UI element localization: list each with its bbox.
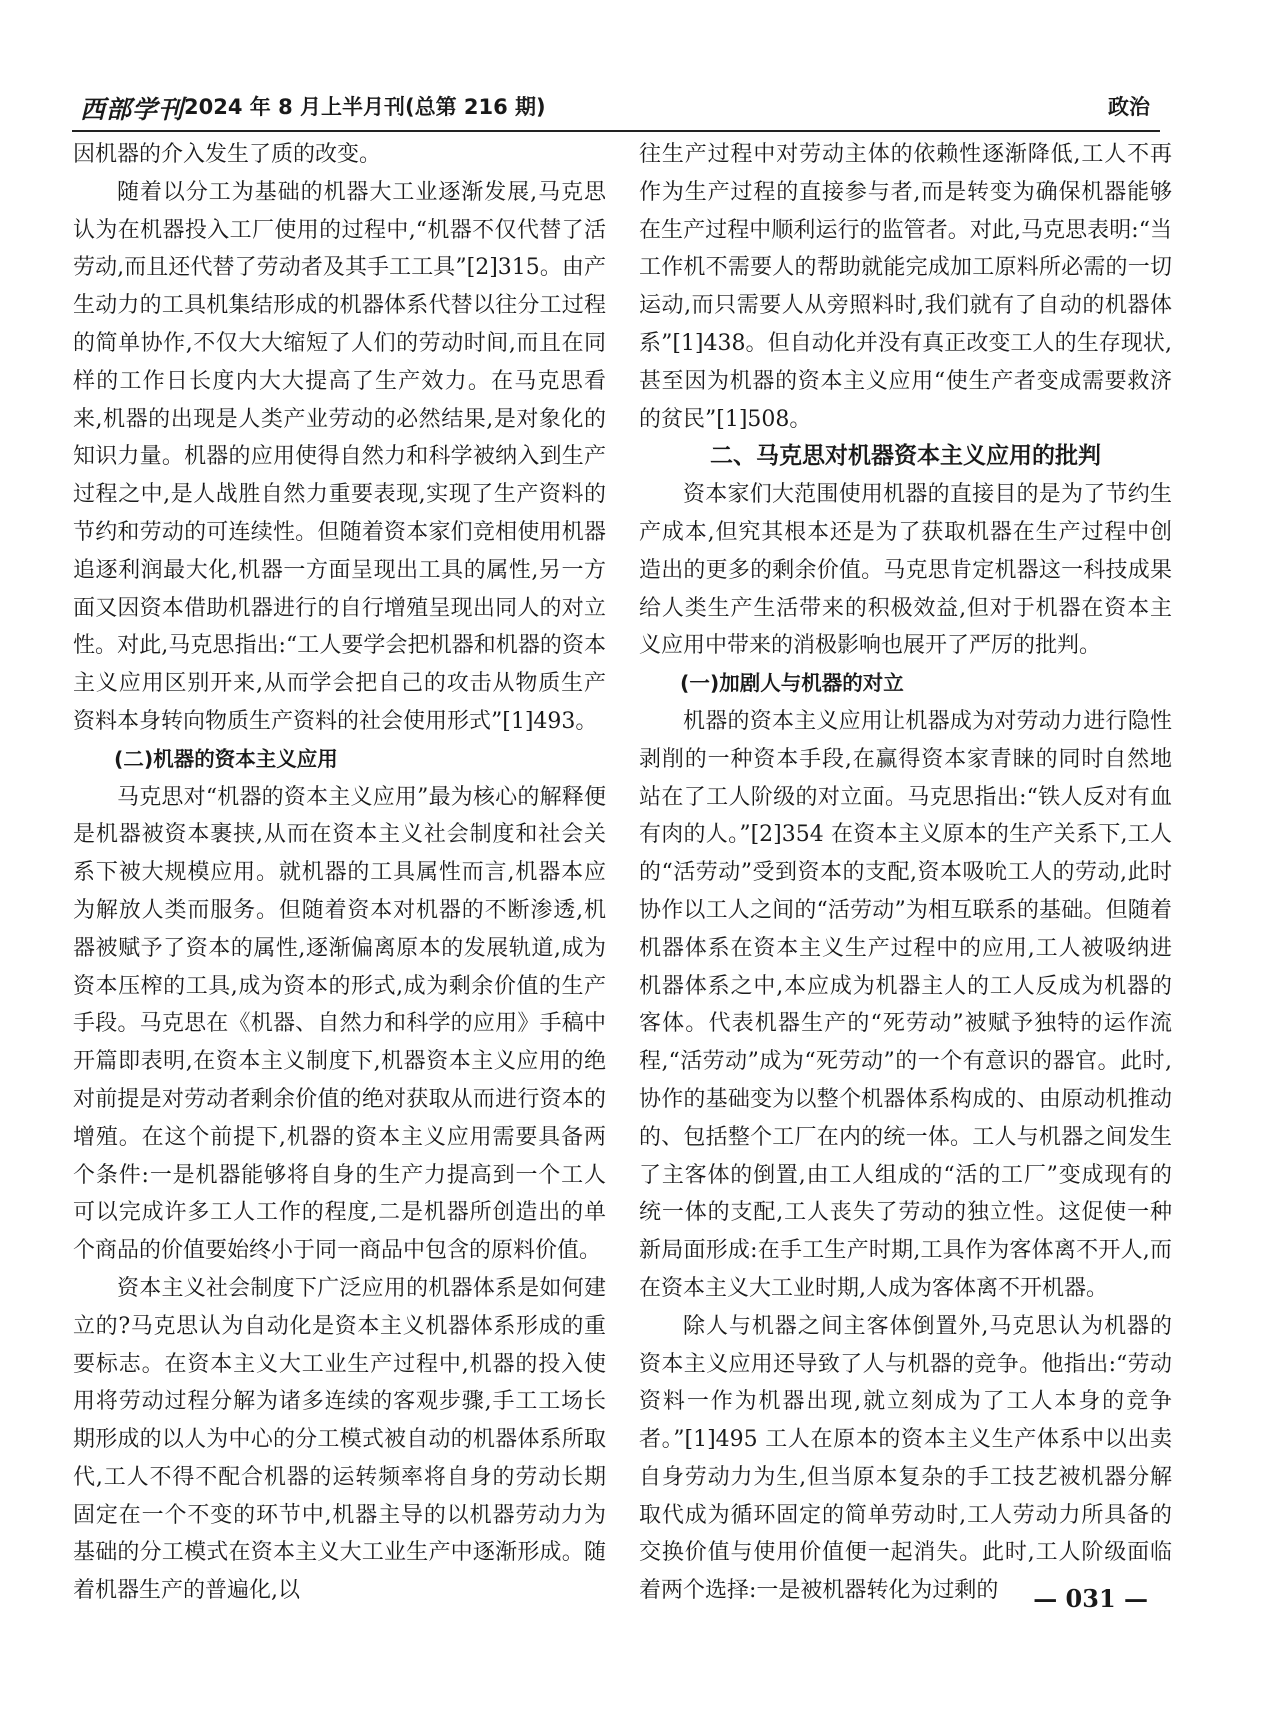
paragraph: 因机器的介入发生了质的改变。 <box>73 142 382 167</box>
right-column <box>639 136 1172 1610</box>
paragraph: 除人与机器之间主客体倒置外,马克思认为机器的资本主义应用还导致了人与机器的竞争。他指出:“劳动资料一作为机器出现,就立刻成为了工人本身的竞争者。”[1]495 工人在原本的资本主义生产体系中以出卖自身劳动力为生,但当原本复杂的手工技艺被机器分解取代成为循环固定的简单劳动时,工人劳动力所具备的交换价值与使用价值便一起消失。此时,工人阶级面临着两个选择:一是被机器转化为过剩的 <box>639 1313 1172 1604</box>
paragraph: 机器的资本主义应用让机器成为对劳动力进行隐性剥削的一种资本手段,在赢得资本家青睐的同时自然地站在了工人阶级的对立面。马克思指出:“铁人反对有血有肉的人。”[2]354 在资本主义原本的生产关系下,工人的“活劳动”受到资本的支配,资本吸吮工人的劳动,此时协作以工人之间的“活劳动”为相互联系的基础。但随着机器体系在资本主义生产过程中的应用,工人被吸纳进机器体系之中,本应成为机器主人的工人反成为机器的客体。代表机器生产的“死劳动”被赋予独特的运作流程,“活劳动”成为“死劳动”的一个有意识的器官。此时,协作的基础变为以整个机器体系构成的、由原动机推动的、包括整个工厂在内的统一体。工人与机器之间发生了主客体的倒置,由工人组成的“活的工厂”变成现有的统一体的支配,工人丧失了劳动的独立性。这促使一种新局面形成:在手工生产时期,工具作为客体离不开人,而在资本主义大工业时期,人成为客体离不开机器。 <box>639 708 1172 1301</box>
paragraph: 资本家们大范围使用机器的直接目的是为了节约生产成本,但究其根本还是为了获取机器在生产过程中创造出的更多的剩余价值。马克思肯定机器这一科技成果给人类生产生活带来的积极效益,但对于机器在资本主义应用中带来的消极影响也展开了严厉的批判。 <box>639 482 1172 659</box>
running-header <box>72 88 1160 126</box>
journal-logo: 西部学刊 <box>80 95 185 124</box>
paragraph: 随着以分工为基础的机器大工业逐渐发展,马克思认为在机器投入工厂使用的过程中,“机器不仅代替了活劳动,而且还代替了劳动者及其手工工具”[2]315。由产生动力的工具机集结形成的机器体系代替以往分工过程的简单协作,不仅大大缩短了人们的劳动时间,而且在同样的工作日长度内大大提高了生产效力。在马克思看来,机器的出现是人类产业劳动的必然结果,是对象化的知识力量。机器的应用使得自然力和科学被纳入到生产过程之中,是人战胜自然力重要表现,实现了生产资料的节约和劳动的可连续性。但随着资本家们竞相使用机器追逐利润最大化,机器一方面呈现出工具的属性,另一方面又因资本借助机器进行的自行增殖呈现出同人的对立性。对此,马克思指出:“工人要学会把机器和机器的资本主义应用区别开来,从而学会把自己的攻击从物质生产资料本身转向物质生产资料的社会使用形式”[1]493。 <box>73 179 606 734</box>
section-heading: 二、马克思对机器资本主义应用的批判 <box>710 443 1101 470</box>
subsection-heading: (一)加剧人与机器的对立 <box>680 671 904 696</box>
section-label: 政治 <box>1108 95 1150 119</box>
paragraph: 往生产过程中对劳动主体的依赖性逐渐降低,工人不再作为生产过程的直接参与者,而是转变为确保机器能够在生产过程中顺利运行的监管者。对此,马克思表明:“当工作机不需要人的帮助就能完成加工原料所必需的一切运动,而只需要人从旁照料时,我们就有了自动的机器体系”[1]438。但自动化并没有真正改变工人的生存现状,甚至因为机器的资本主义应用“使生产者变成需要救济的贫民”[1]508。 <box>639 142 1172 432</box>
paragraph: 资本主义社会制度下广泛应用的机器体系是如何建立的?马克思认为自动化是资本主义机器体系形成的重要标志。在资本主义大工业生产过程中,机器的投入使用将劳动过程分解为诸多连续的客观步骤,手工工场长期形成的以人为中心的分工模式被自动的机器体系所取代,工人不得不配合机器的运转频率将自身的劳动长期固定在一个不变的环节中,机器主导的以机器劳动力为基础的分工模式在资本主义大工业生产中逐渐形成。随着机器生产的普遍化,以 <box>73 1275 606 1604</box>
left-column <box>73 136 606 1610</box>
paragraph: 马克思对“机器的资本主义应用”最为核心的解释便是机器被资本裹挟,从而在资本主义社会制度和社会关系下被大规模应用。就机器的工具属性而言,机器本应为解放人类而服务。但随着资本对机器的不断渗透,机器被赋予了资本的属性,逐渐偏离原本的发展轨道,成为资本压榨的工具,成为资本的形式,成为剩余价值的生产手段。马克思在《机器、自然力和科学的应用》手稿中开篇即表明,在资本主义制度下,机器资本主义应用的绝对前提是对劳动者剩余价值的绝对获取从而进行资本的增殖。在这个前提下,机器的资本主义应用需要具备两个条件:一是机器能够将自身的生产力提高到一个工人可以完成许多工人工作的程度,二是机器所创造出的单个商品的价值要始终小于同一商品中包含的原料价值。 <box>73 784 606 1264</box>
page-number: — 031 — <box>1033 1584 1148 1613</box>
subsection-heading: (二)机器的资本主义应用 <box>114 746 338 771</box>
header-divider <box>72 130 1160 132</box>
issue-info: 2024 年 8 月上半月刊(总第 216 期) <box>184 95 546 119</box>
